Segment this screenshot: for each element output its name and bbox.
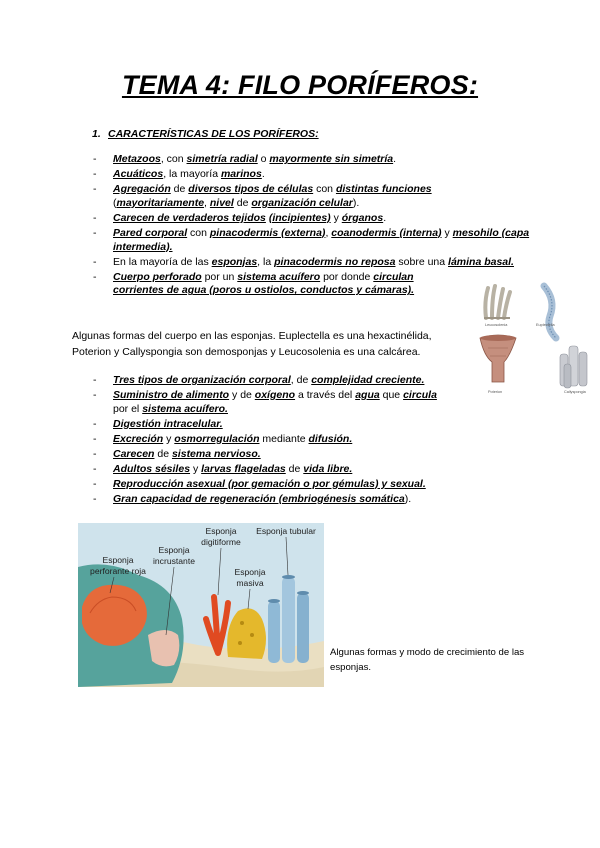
poterion-drawing	[480, 335, 516, 382]
list-item: - Excreción y osmorregulación mediante difusión.	[92, 433, 472, 447]
fig-label-callyspongia: Callyspongia	[564, 390, 586, 394]
leucosolenia-drawing	[484, 286, 510, 318]
fig-label-leucosolenia: Leucosolenia	[485, 323, 508, 327]
section-title: CARACTERÍSTICAS DE LOS PORÍFEROS:	[108, 128, 319, 140]
body-paragraph: Algunas formas del cuerpo en las esponjas. Euplectella es una hexactinélida, Poterion y Callyspongia son demosponjas y Leucosolenia es una calcárea.	[72, 330, 432, 358]
label-digitiform-sponge-1: Esponja	[205, 526, 237, 536]
encrusting-sponge-drawing	[148, 630, 179, 666]
list-item: - Digestión intracelular.	[92, 418, 472, 432]
label-encrusting-sponge-2: incrustante	[152, 556, 196, 566]
sponge-forms-illustration	[470, 280, 595, 400]
traits-list	[92, 374, 472, 508]
list-item: - Carecen de verdaderos tejidos (incipientes) y órganos.	[92, 212, 532, 226]
list-item: - Pared corporal con pinacodermis (externa), coanodermis (interna) y mesohilo (capa intermedia).	[92, 227, 543, 255]
label-massive-sponge-1: Esponja	[234, 567, 266, 577]
list-item: - Metazoos, con simetría radial o mayormente sin simetría.	[92, 153, 532, 167]
list-item: - Adultos sésiles y larvas flageladas de vida libre.	[92, 463, 472, 477]
list-item: - Gran capacidad de regeneración (embriogénesis somática).	[92, 493, 472, 507]
label-tubular-sponge: Esponja tubular	[256, 526, 316, 536]
euplectella-drawing	[544, 286, 556, 338]
section-number: 1.	[92, 128, 101, 140]
figure-caption: Algunas formas y modo de crecimiento de las esponjas.	[330, 647, 525, 673]
fig-label-euplectella: Euplectella	[536, 323, 555, 327]
label-digitiform-sponge-2: digitiforme	[201, 537, 241, 547]
label-boring-sponge-1: Esponja	[102, 555, 134, 565]
fig-label-poterion: Poterion	[488, 390, 503, 394]
characteristics-list	[92, 153, 532, 299]
list-item: - Tres tipos de organización corporal, de complejidad creciente.	[92, 374, 472, 388]
callyspongia-drawing	[560, 346, 587, 388]
page-title: TEMA 4: FILO PORÍFEROS:	[121, 70, 479, 100]
list-item: - Carecen de sistema nervioso.	[92, 448, 472, 462]
list-item: - En la mayoría de las esponjas, la pinacodermis no reposa sobre una lámina basal.	[92, 256, 533, 270]
list-item: - Reproducción asexual (por gemación o por gémulas) y sexual.	[92, 478, 472, 492]
list-item: - Acuáticos, la mayoría marinos.	[92, 168, 532, 182]
list-item: - Agregación de diversos tipos de células con distintas funciones (mayoritariamente, nivel de organización celular).	[92, 183, 443, 211]
label-massive-sponge-2: masiva	[236, 578, 264, 588]
list-item: - Suministro de alimento y de oxígeno a través del agua que circula por el sistema acuífero.	[92, 389, 453, 417]
label-encrusting-sponge-1: Esponja	[158, 545, 190, 555]
sponge-growth-illustration	[78, 523, 324, 687]
label-boring-sponge-2: perforante roja	[90, 566, 146, 576]
list-item: - Cuerpo perforado por un sistema acuífero por donde circulan corrientes de agua (poros u ostiolos, conductos y cámaras).	[92, 271, 463, 299]
section-heading	[92, 128, 319, 140]
